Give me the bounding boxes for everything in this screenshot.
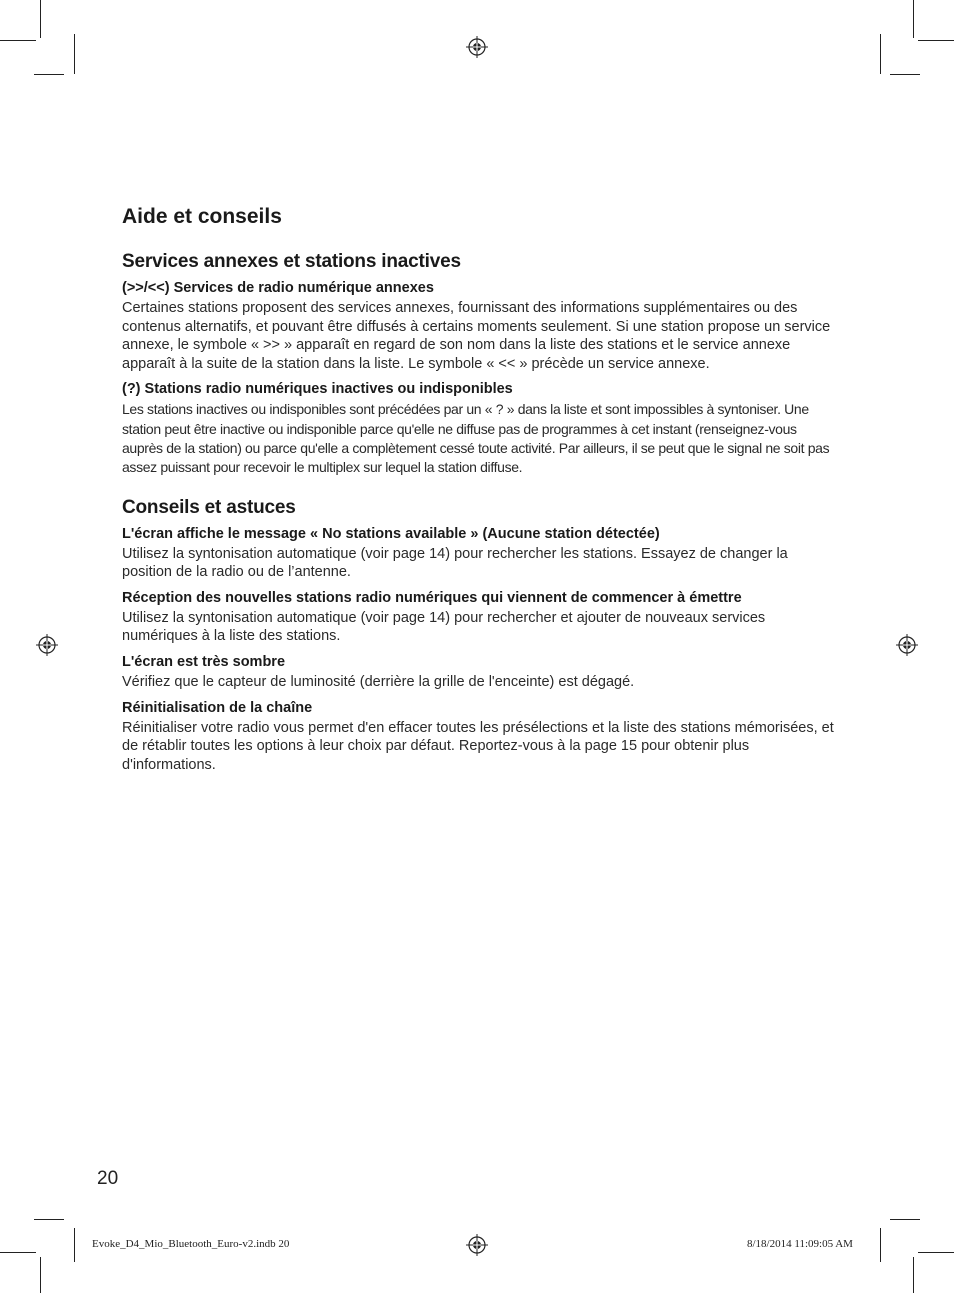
crop-mark bbox=[913, 0, 914, 38]
crop-mark bbox=[34, 74, 64, 75]
section-heading: Services annexes et stations inactives bbox=[122, 251, 461, 272]
paragraph: Vérifiez que le capteur de luminosité (derrière la grille de l'enceinte) est dégagé. bbox=[122, 673, 635, 690]
page-content bbox=[122, 203, 834, 780]
crop-mark bbox=[880, 1228, 881, 1262]
paragraph: Réinitialiser votre radio vous permet d'en effacer toutes les présélections et la liste des stations mémorisées, et de rétablir toutes les options à leur choix par défaut. Reportez-vous à la page 15 pour obtenir plus d'informations. bbox=[122, 719, 834, 773]
page-number: 20 bbox=[97, 1168, 119, 1189]
subheading: Réception des nouvelles stations radio numériques qui viennent de commencer à émettre bbox=[122, 589, 742, 606]
crop-mark bbox=[890, 1219, 920, 1220]
registration-mark-icon bbox=[466, 1234, 488, 1256]
crop-mark bbox=[880, 34, 881, 74]
paragraph: Les stations inactives ou indisponibles sont précédées par un « ? » dans la liste et sont impossibles à syntoniser. Une station peut être inactive ou indisponible parce qu'elle ne diffuse pas de programmes à cet instant (renseignez-vous auprès de la station) ou parce qu'elle a complètement cessé toute activité. Par ailleurs, il se peut que le signal ne soit pas assez puissant pour recevoir le multiplex sur lequel la station diffuse. bbox=[122, 401, 830, 476]
crop-mark bbox=[0, 1252, 36, 1253]
subheading: L'écran est très sombre bbox=[122, 653, 286, 670]
page-title: Aide et conseils bbox=[122, 205, 282, 228]
crop-mark bbox=[34, 1219, 64, 1220]
registration-mark-icon bbox=[36, 634, 58, 656]
crop-mark bbox=[74, 34, 75, 74]
crop-mark bbox=[40, 0, 41, 38]
crop-mark bbox=[890, 74, 920, 75]
crop-mark bbox=[918, 1252, 954, 1253]
section-services-annexes bbox=[122, 250, 834, 478]
subheading: (>>/<<) Services de radio numérique annexes bbox=[122, 280, 434, 296]
subheading: Réinitialisation de la chaîne bbox=[122, 699, 313, 716]
paragraph: Certaines stations proposent des services annexes, fournissant des informations supplémentaires ou des contenus alternatifs, et pouvant être diffusés à certains moments seulement. Si une station propose un service annexe, le symbole « >> » apparaît en regard de son nom dans la liste des stations et le service annexe apparaît à la suite de la station dans la liste. Le symbole « << » précède un service annexe. bbox=[122, 300, 831, 372]
registration-mark-icon bbox=[896, 634, 918, 656]
subheading: L'écran affiche le message « No stations available » (Aucune station détectée) bbox=[122, 525, 660, 542]
subheading: (?) Stations radio numériques inactives ou indisponibles bbox=[122, 381, 513, 398]
paragraph: Utilisez la syntonisation automatique (voir page 14) pour rechercher et ajouter de nouveaux services numériques à la liste des stations. bbox=[122, 609, 766, 645]
slug-filename: Evoke_D4_Mio_Bluetooth_Euro-v2.indb 20 bbox=[92, 1238, 290, 1250]
slug-timestamp: 8/18/2014 11:09:05 AM bbox=[747, 1238, 853, 1250]
crop-mark bbox=[918, 40, 954, 41]
crop-mark bbox=[913, 1257, 914, 1293]
registration-mark-icon bbox=[466, 36, 488, 58]
section-heading: Conseils et astuces bbox=[122, 496, 296, 518]
section-conseils-astuces bbox=[122, 496, 834, 775]
crop-mark bbox=[74, 1228, 75, 1262]
crop-mark bbox=[40, 1257, 41, 1293]
paragraph: Utilisez la syntonisation automatique (voir page 14) pour rechercher les stations. Essayez de changer la position de la radio ou de l’antenne. bbox=[122, 545, 788, 581]
crop-mark bbox=[0, 40, 36, 41]
